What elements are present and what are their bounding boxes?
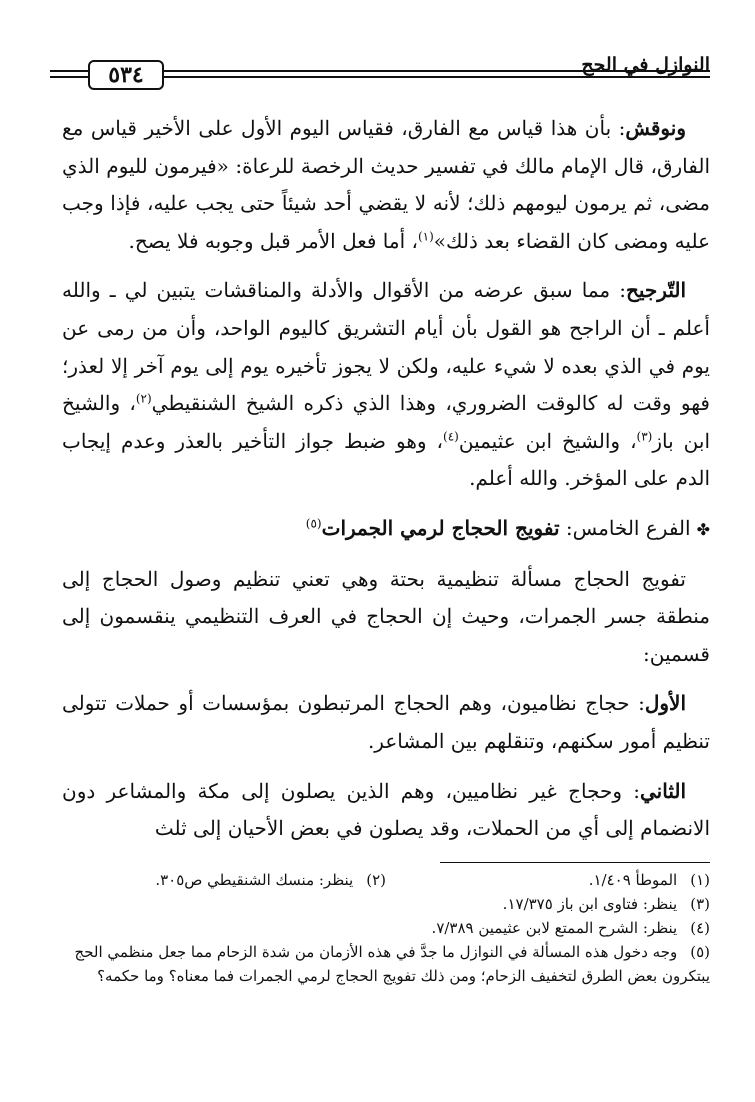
section-heading [62, 510, 710, 549]
footnote-ref[interactable]: (٢) [135, 391, 152, 406]
header-rule [50, 76, 88, 78]
footnote-number: (٤) [690, 919, 710, 937]
section-prefix: الفرع الخامس: [559, 515, 691, 540]
footnotes [62, 868, 710, 988]
footnote-ref[interactable]: (٣) [636, 429, 653, 444]
book-title: النوازل في الحج [581, 54, 710, 76]
paragraph-text: : بأن هذا قياس مع الفارق، فقياس اليوم الأول على الأخير قياس مع الفارق، قال الإمام مالك في تفسير حديث الرخصة للرعاة: «فيرمون لليوم الذي مضى، ثم يرمون ليومهم ذلك؛ لأنه لا يقضي أحد شيئاً حتى يجب عليه، فإذا وجب عليه ومضى كان القضاء بعد ذلك» [62, 116, 710, 253]
footnote-row [62, 868, 710, 892]
footnote-text: الموطأ ١/٤٠٩. [588, 871, 678, 889]
paragraph-discussion [62, 110, 710, 260]
footnote-number: (٥) [690, 943, 710, 961]
paragraph-lead: الثاني [639, 778, 686, 803]
paragraph-lead: ونوقش [625, 116, 686, 140]
footnote-text: ينظر: فتاوى ابن باز ١٧/٣٧٥. [502, 895, 678, 913]
footnote-2 [62, 868, 386, 892]
paragraph-lead: التّرجيح [625, 278, 686, 303]
paragraph-text: ، والشيخ ابن عثيمين [458, 428, 637, 453]
page-number-frame [88, 60, 164, 90]
footnote-ref[interactable]: (٤) [443, 429, 459, 444]
footnote-5 [62, 940, 710, 988]
paragraph-text: ، والشيخ ابن باز [62, 391, 711, 453]
footnote-number: (١) [690, 871, 710, 889]
page-header [50, 48, 710, 94]
footnote-1 [386, 868, 710, 892]
paragraph-text: ، أما فعل الأمر قبل وجوبه فلا يصح. [128, 228, 418, 253]
ornament-icon: ✤ [696, 519, 710, 539]
footnote-separator [440, 862, 710, 863]
paragraph-text: تفويج الحجاج مسألة تنظيمية بحتة وهي تعني تنظيم وصول الحجاج إلى منطقة جسر الجمرات، وحيث إن الحجاج في العرف التنظيمي ينقسمون إلى قسمين: [62, 566, 710, 666]
paragraph-preference [62, 272, 710, 498]
paragraph-definition [62, 561, 710, 674]
paragraph-first-type [62, 685, 710, 760]
section-title: تفويج الحجاج لرمي الجمرات [321, 515, 560, 540]
footnote-4 [62, 916, 710, 940]
header-rule [164, 76, 710, 78]
footnote-ref[interactable]: (١) [417, 229, 434, 244]
page-number: ٥٣٤ [108, 62, 144, 88]
footnote-3 [62, 892, 710, 916]
paragraph-text: ، وهو ضبط جواز التأخير بالعذر وعدم إيجاب الدم على المؤخر. والله أعلم. [62, 428, 710, 491]
footnote-number: (٣) [690, 895, 710, 913]
header-rule [50, 70, 88, 72]
footnote-text: ينظر: منسك الشنقيطي ص٣٠٥. [155, 871, 354, 889]
paragraph-second-type [62, 773, 710, 848]
paragraph-lead: الأول [644, 691, 686, 716]
footnote-text: وجه دخول هذه المسألة في النوازل ما جدَّ في هذه الأزمان من شدة الزحام مما جعل منظمي الحج يبتكرون بعض الطرق لتخفيف الزحام؛ ومن ذلك تفويج الحجاج لرمي الجمرات فما معناه؟ وما حكمه؟ [74, 943, 710, 985]
paragraph-text: : مما سبق عرضه من الأقوال والأدلة والمناقشات يتبين لي ـ والله أعلم ـ أن الراجح هو القول بأن أيام التشريق كاليوم الواحد، وأن من رمى عن يوم في الذي بعده لا شيء عليه، ولكن لا يجوز تأخيره يوم إلى يوم آخر إلا لعذر؛ فهو وقت له كالوقت الضروري، وهذا الذي ذكره الشيخ الشنقيطي [62, 278, 710, 416]
main-text [62, 110, 710, 860]
footnote-ref[interactable]: (٥) [305, 516, 322, 531]
footnote-text: ينظر: الشرح الممتع لابن عثيمين ٧/٣٨٩. [431, 919, 678, 937]
footnote-number: (٢) [366, 871, 386, 889]
paragraph-text: : وحجاج غير نظاميين، وهم الذين يصلون إلى مكة والمشاعر دون الانضمام إلى أي من الحملات، وقد يصلون في بعض الأحيان إلى ثلث [62, 778, 710, 841]
paragraph-text: : حجاج نظاميون، وهم الحجاج المرتبطون بمؤسسات أو حملات تتولى تنظيم أمور سكنهم، وتنقلهم بين المشاعر. [62, 691, 710, 753]
